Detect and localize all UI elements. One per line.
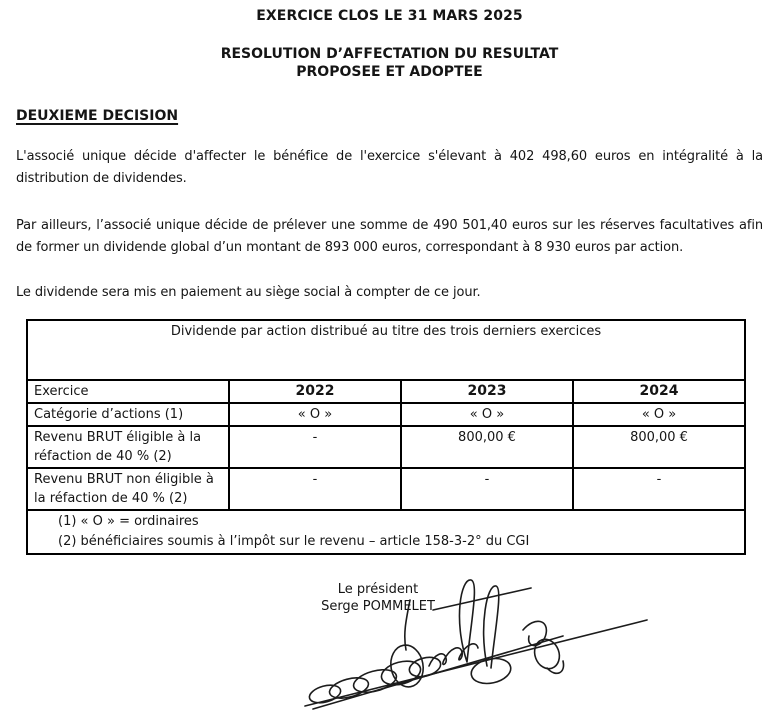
dividends-table [26,319,746,555]
table-row-categorie [27,403,745,426]
section-heading: DEUXIEME DECISION [16,108,179,124]
column-header-2023: 2023 [401,380,573,403]
table-caption-row [27,320,745,380]
table-row-eligible [27,426,745,468]
row-label-non-eligible: Revenu BRUT non éligible à la réfaction de 40 % (2) [27,468,229,510]
signature-role: Le président [337,582,419,597]
cell-non-eligible-2022: - [229,468,401,510]
paragraph-paiement: Le dividende sera mis en paiement au siège social à compter de ce jour. [16,285,481,300]
paragraph-benefice: L'associé unique décide d'affecter le bénéfice de l'exercice s'élevant à 402 498,60 euros en intégralité à la distribution de dividendes. [16,149,763,186]
column-header-exercice: Exercice [27,380,229,403]
cell-non-eligible-2023: - [401,468,573,510]
signature-scribble-icon [295,570,655,710]
resolution-title-line1: RESOLUTION D’AFFECTATION DU RESULTAT [220,46,559,62]
table-footnotes [27,510,745,554]
cell-categorie-2024: « O » [573,403,745,426]
cell-eligible-2024: 800,00 € [573,426,745,468]
paragraph-reserves: Par ailleurs, l’associé unique décide de prélever une somme de 490 501,40 euros sur les réserves facultatives afin de former un dividende global d’un montant de 893 000 euros, correspondant à 8 930 euros par action. [16,218,763,255]
table-caption: Dividende par action distribué au titre des trois derniers exercices [27,320,745,380]
row-label-eligible: Revenu BRUT éligible à la réfaction de 40 % (2) [27,426,229,468]
resolution-title-line2: PROPOSEE ET ADOPTEE [296,64,483,80]
cell-eligible-2022: - [229,426,401,468]
table-row-non-eligible [27,468,745,510]
table-footnotes-row [27,510,745,554]
footnote-1: (1) « O » = ordinaires [58,514,199,529]
table-header-row [27,380,745,403]
cell-eligible-2023: 800,00 € [401,426,573,468]
column-header-2022: 2022 [229,380,401,403]
cell-non-eligible-2024: - [573,468,745,510]
resolution-title [0,45,779,81]
row-label-categorie: Catégorie d’actions (1) [27,403,229,426]
page-title: EXERCICE CLOS LE 31 MARS 2025 [256,8,523,24]
cell-categorie-2023: « O » [401,403,573,426]
cell-categorie-2022: « O » [229,403,401,426]
footnote-2: (2) bénéficiaires soumis à l’impôt sur le revenu – article 158-3-2° du CGI [58,534,530,549]
column-header-2024: 2024 [573,380,745,403]
signature-name: Serge POMMELET [321,599,435,614]
